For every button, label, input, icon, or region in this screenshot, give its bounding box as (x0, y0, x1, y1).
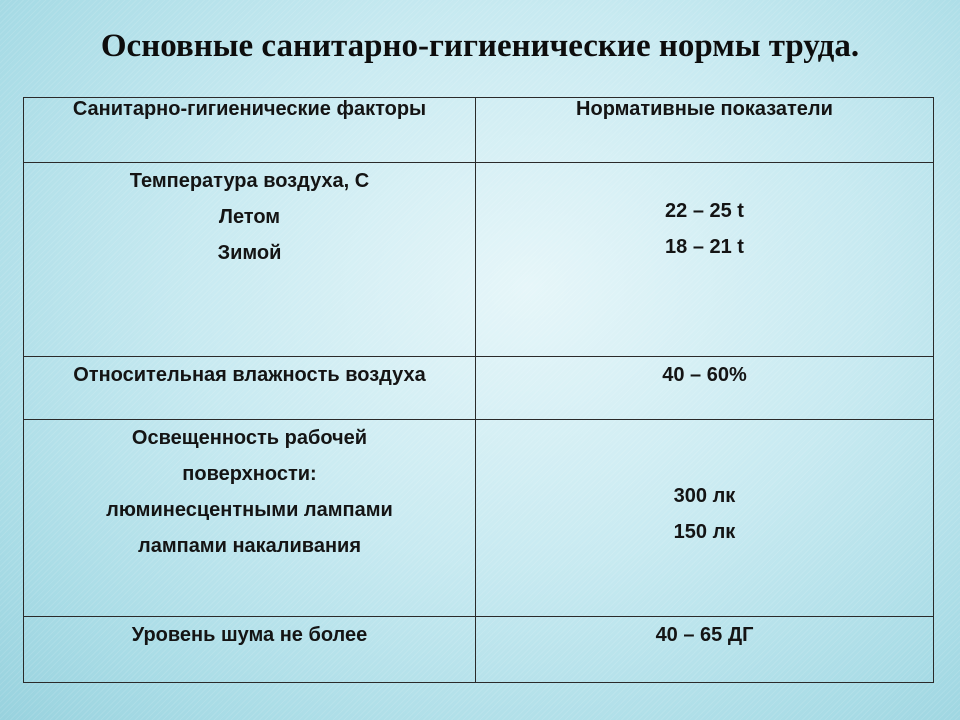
table-header-row (24, 98, 934, 163)
slide-title: Основные санитарно-гигиенические нормы труда. (100, 28, 860, 64)
factor-cell (24, 163, 476, 357)
factor-cell (24, 616, 476, 682)
factor-line: Уровень шума не более (131, 623, 368, 646)
value-line: 300 лк (673, 484, 736, 507)
factor-line: Температура воздуха, С (129, 170, 370, 192)
value-cell (476, 419, 934, 616)
factor-cell (24, 419, 476, 616)
factor-line: люминесцентными лампами (106, 498, 393, 521)
value-line: 40 – 60% (662, 363, 747, 386)
factor-line: лампами накаливания (137, 534, 361, 557)
value-line: 22 – 25 t (665, 200, 744, 222)
header-factors: Санитарно-гигиенические факторы (24, 98, 476, 163)
table-row-humidity (24, 356, 934, 419)
value-line: 40 – 65 ДГ (655, 623, 754, 646)
value-cell (476, 163, 934, 357)
table-row-illumination (24, 419, 934, 616)
factor-cell (24, 356, 476, 419)
factor-line: Освещенность рабочей (131, 426, 368, 449)
norms-table (23, 97, 934, 683)
header-values: Нормативные показатели (476, 98, 934, 163)
factor-line: поверхности: (182, 462, 317, 485)
value-cell (476, 616, 934, 682)
factor-line: Относительная влажность воздуха (73, 363, 426, 386)
value-line: 150 лк (673, 520, 736, 543)
value-line: 18 – 21 t (665, 236, 744, 258)
factor-line: Зимой (217, 242, 282, 264)
table-row-noise (24, 616, 934, 682)
factor-line: Летом (218, 206, 281, 228)
table-row-temperature (24, 163, 934, 357)
value-cell (476, 356, 934, 419)
